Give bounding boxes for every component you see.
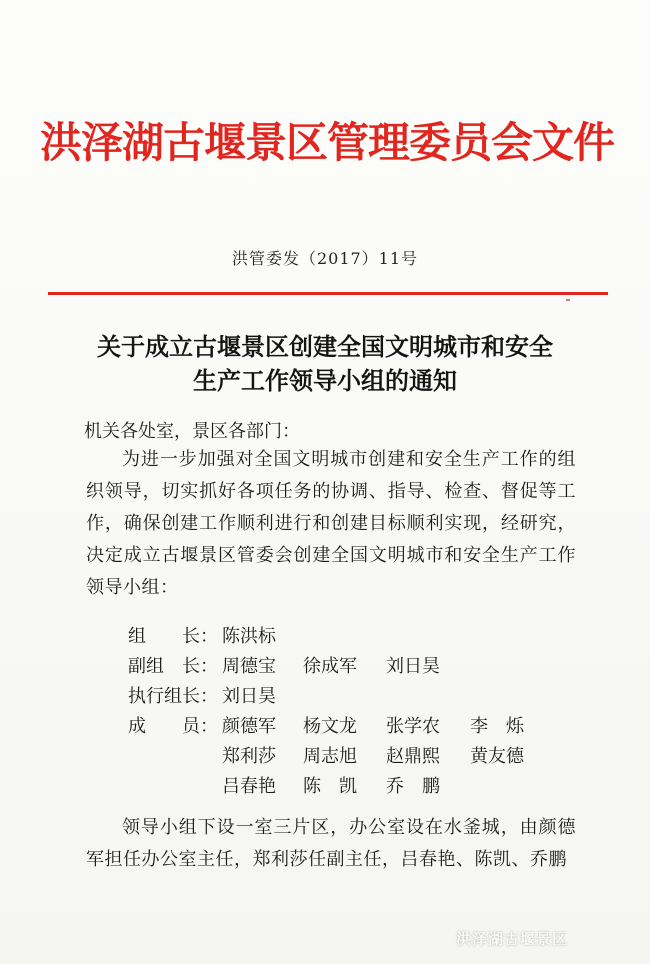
- roster-role: 副组 长：: [128, 656, 218, 677]
- roster-member: 陈 凯: [303, 776, 357, 797]
- office-paragraph: 领导小组下设一室三片区，办公室设在水釜城，由颜德军担任办公室主任，郑利莎任副主任，吕春艳、陈凯、乔鹏: [86, 817, 576, 870]
- roster-row-members-cont-1: [128, 742, 588, 772]
- red-divider-mark: [566, 299, 570, 301]
- roster-member: 刘日昊: [386, 656, 440, 677]
- notice-title: [48, 330, 602, 398]
- roster-row-deputy: [128, 652, 588, 682]
- roster-role: 成 员：: [128, 716, 218, 737]
- roster-member: 徐成军: [303, 656, 357, 677]
- roster-member: 李 烁: [470, 716, 524, 737]
- roster-row-members-cont-2: [128, 772, 588, 802]
- roster-member: 赵鼎熙: [386, 746, 440, 767]
- roster-member: 周志旭: [303, 746, 357, 767]
- roster-row-members: [128, 712, 588, 742]
- roster-member: 黄友德: [470, 746, 524, 767]
- roster-member: 乔 鹏: [386, 776, 440, 797]
- body-paragraph: 为进一步加强对全国文明城市创建和安全生产工作的组织领导，切实抓好各项任务的协调、指导、检查、督促等工作，确保创建工作顺利进行和创建目标顺利实现，经研究，决定成立古堰景区管委会创建全国文明城市和安全生产工作领导小组：: [86, 449, 576, 598]
- roster-member: 颜德军: [222, 716, 276, 737]
- member-roster: [128, 622, 588, 802]
- roster-role: 执行组长：: [128, 686, 218, 707]
- roster-row-executive: [128, 682, 588, 712]
- org-header-title: 洪泽湖古堰景区管理委员会文件: [40, 118, 615, 167]
- roster-member: 郑利莎: [222, 746, 276, 767]
- roster-member: 杨文龙: [303, 716, 357, 737]
- roster-row-leader: [128, 622, 588, 652]
- roster-member: 周德宝: [222, 656, 276, 677]
- roster-member: 陈洪标: [222, 626, 276, 647]
- document-number: 洪管委发（2017）11号: [231, 249, 419, 268]
- roster-member: 张学农: [386, 716, 440, 737]
- source-watermark: 洪泽湖古堰景区: [456, 930, 569, 948]
- roster-role: 组 长：: [128, 626, 218, 647]
- roster-member: 刘日昊: [222, 686, 276, 707]
- red-divider-line: [48, 292, 608, 295]
- roster-member: 吕春艳: [222, 776, 276, 797]
- notice-title-line-2: 生产工作领导小组的通知: [193, 366, 457, 395]
- salutation: 机关各处室，景区各部门：: [84, 421, 300, 442]
- notice-title-line-1: 关于成立古堰景区创建全国文明城市和安全: [97, 332, 553, 361]
